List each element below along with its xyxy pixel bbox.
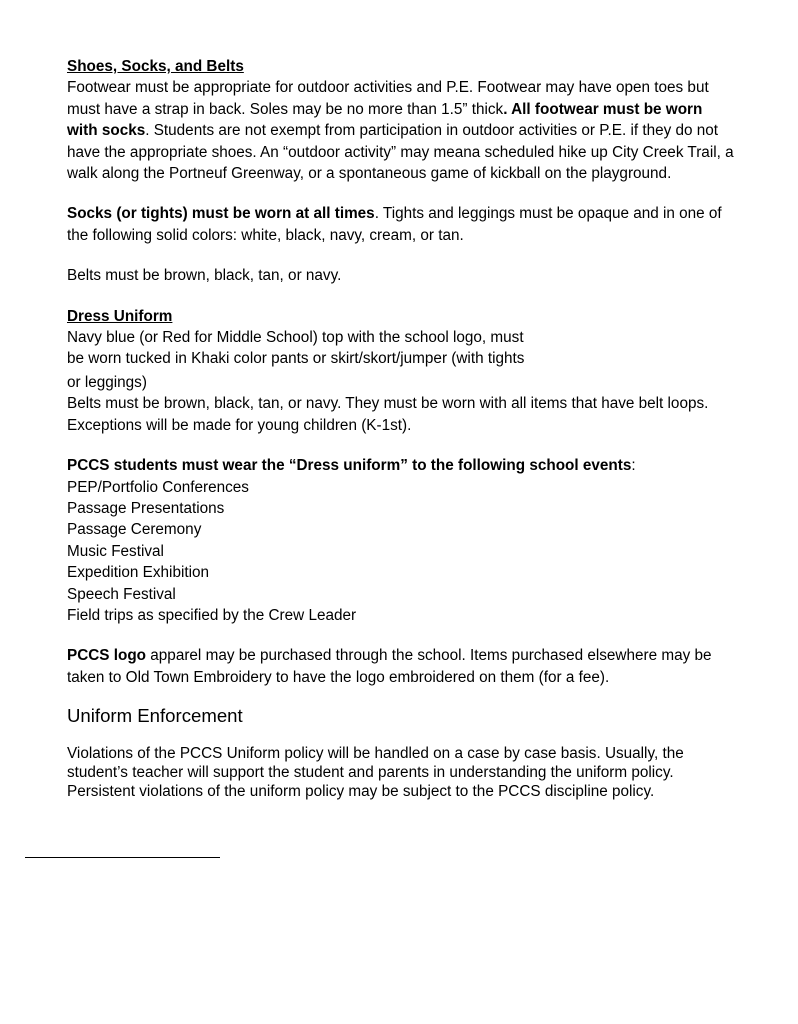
event-item: Field trips as specified by the Crew Leader	[67, 606, 357, 624]
belts-paragraph: Belts must be brown, black, tan, or navy.	[67, 267, 342, 285]
shoes-heading: Shoes, Socks, and Belts	[67, 58, 244, 75]
socks-text: . Tights and leggings must be opaque and in one of the following solid colors: white, black, navy, cream, or tan.	[67, 205, 722, 244]
footwear-socks-bold: . All footwear must be worn with socks	[67, 100, 703, 140]
event-item: PEP/Portfolio Conferences	[67, 478, 249, 496]
logo-text: apparel may be purchased through the school. Items purchased elsewhere may be taken to Old Town Embroidery to have the logo embroidered on them (for a fee).	[67, 647, 712, 686]
dress-line-3: or leggings)	[67, 373, 147, 391]
dress-belts-paragraph: Belts must be brown, black, tan, or navy. They must be worn with all items that have belt loops. Exceptions will be made for young children (K-1st).	[67, 395, 709, 434]
dress-line-2: be worn tucked in Khaki color pants or skirt/skort/jumper (with tights	[67, 350, 525, 368]
footwear-text: Footwear must be appropriate for outdoor activities and P.E. Footwear may have open toes but must have a strap in back. Soles may be no more than 1.5” thick	[67, 79, 709, 118]
document-page	[67, 56, 737, 801]
enforcement-heading: Uniform Enforcement	[67, 705, 243, 727]
socks-bold: Socks (or tights) must be worn at all times	[67, 205, 375, 223]
events-intro	[67, 455, 737, 476]
event-item: Passage Presentations	[67, 499, 225, 517]
footnote-divider	[25, 857, 220, 858]
dress-uniform-heading: Dress Uniform	[67, 307, 173, 325]
event-item: Speech Festival	[67, 585, 176, 603]
event-item: Expedition Exhibition	[67, 564, 210, 582]
socks-paragraph	[67, 203, 737, 246]
enforcement-paragraph: Violations of the PCCS Uniform policy will be handled on a case by case basis. Usually, the student’s teacher will support the student and parents in understanding the uniform policy. Persistent violations of the uniform policy may be subject to the PCCS discipline policy.	[67, 745, 684, 801]
events-intro-colon: :	[631, 457, 636, 475]
event-item: Music Festival	[67, 542, 164, 560]
footwear-paragraph	[67, 77, 737, 184]
logo-paragraph	[67, 645, 737, 688]
logo-bold: PCCS logo	[67, 647, 147, 665]
events-intro-bold: PCCS students must wear the “Dress uniform” to the following school events	[67, 457, 632, 475]
dress-line-1: Navy blue (or Red for Middle School) top with the school logo, must	[67, 329, 524, 347]
event-item: Passage Ceremony	[67, 521, 202, 539]
footwear-text-rest: . Students are not exempt from participation in outdoor activities or P.E. if they do not have the appropriate shoes. An “outdoor activity” may meana scheduled hike up City Creek Trail, a walk along the Portneuf Greenway, or a spontaneous game of kickball on the playground.	[67, 122, 734, 183]
